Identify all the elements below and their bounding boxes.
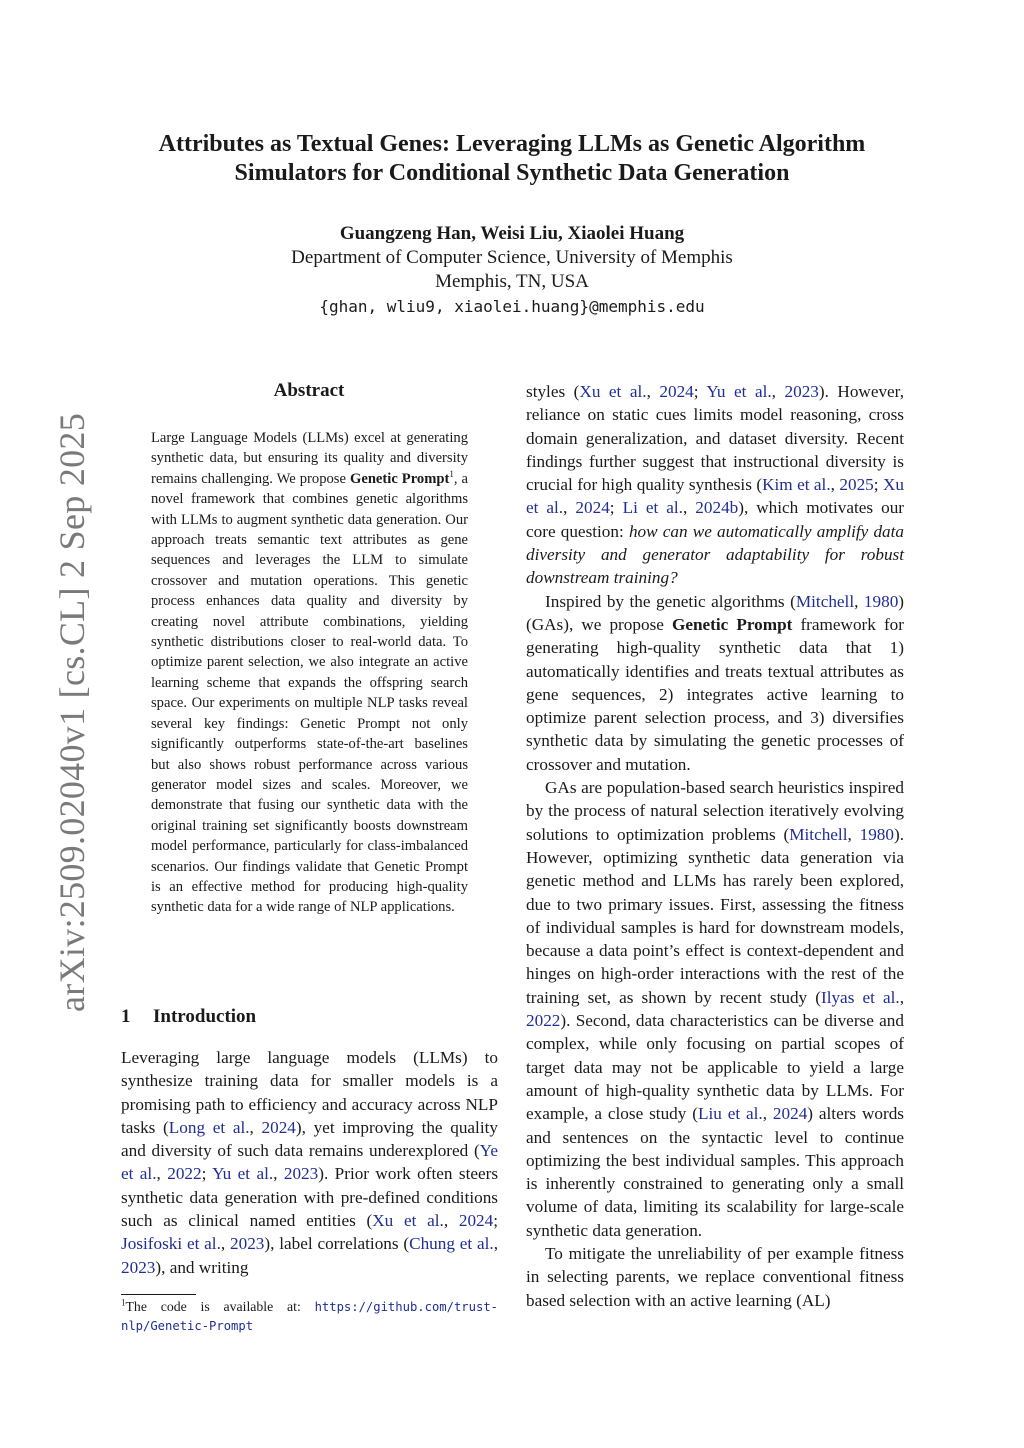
body-text: framework for generating high-quality synthetic data that 1) automatically identifies and treats textual attributes as gene sequences, 2) integrates active learning to optimize parent selection process, and 3) diversifies synthetic data by simulating the genetic processes of crossover and mutation.	[526, 614, 904, 774]
body-text: ,	[762, 1104, 773, 1124]
intro-text: ,	[156, 1164, 168, 1184]
body-text: ,	[847, 824, 860, 844]
body-text: Inspired by the genetic algorithms (	[545, 591, 796, 611]
intro-text: ,	[493, 1234, 499, 1254]
citation-link[interactable]: Yu et al.	[706, 382, 772, 401]
citation-link[interactable]: Liu et al.	[697, 1104, 763, 1124]
citation-link[interactable]: 1980	[863, 591, 899, 611]
footnote-rule	[121, 1294, 196, 1295]
citation-link[interactable]: Ye et al.	[121, 1141, 498, 1184]
body-text: ) (GAs), we propose	[526, 591, 905, 634]
body-text: ,	[771, 382, 785, 401]
intro-text: ;	[201, 1164, 213, 1184]
citation-link[interactable]: Josifoski et al.	[121, 1234, 221, 1254]
footnote	[121, 1298, 498, 1335]
section-number: 1	[121, 1006, 131, 1027]
body-text: ,	[830, 475, 840, 495]
body-text: ,	[646, 382, 660, 401]
body-text: ), which motivates our core question:	[526, 498, 905, 541]
citation-link[interactable]: 2024	[575, 498, 610, 518]
citation-link[interactable]: Yu et al.	[212, 1164, 274, 1184]
intro-text: ,	[249, 1117, 262, 1137]
citation-link[interactable]: Xu et al.	[579, 382, 647, 401]
right-paragraph-4	[526, 1242, 904, 1312]
author-emails: {ghan, wliu9, xiaolei.huang}@memphis.edu	[319, 297, 705, 316]
intro-text: ;	[493, 1211, 498, 1231]
body-text: ). Second, data characteristics can be diverse and complex, while only focusing on partial scopes of target data may not be applicable to yield a large amount of high-quality synthetic data by LLMs. For example, a close study (	[526, 1011, 904, 1124]
paper-title	[0, 130, 1024, 188]
citation-link[interactable]: Chung et al.	[409, 1234, 494, 1254]
citation-link[interactable]: Xu et al.	[526, 475, 905, 518]
arxiv-identifier-stamp: arXiv:2509.02040v1 [cs.CL] 2 Sep 2025	[52, 412, 92, 1012]
abstract-heading: Abstract	[273, 380, 345, 401]
citation-link[interactable]: 2023	[784, 382, 819, 401]
intro-text: ,	[443, 1211, 459, 1231]
body-text: ). However, reliance on static cues limits model reasoning, cross domain generalization, and dataset diversity. Recent findings further suggest that instructional diversity is crucial for high quality synthesis (	[526, 382, 905, 495]
intro-text: ,	[273, 1164, 284, 1184]
citation-link[interactable]: 2023	[121, 1257, 156, 1277]
citation-link[interactable]: Li et al.	[622, 498, 683, 518]
citation-link[interactable]: Kim et al.	[762, 475, 831, 495]
body-text: ,	[854, 591, 864, 611]
citation-link[interactable]: 2022	[526, 1011, 561, 1031]
body-text: ,	[899, 987, 905, 1007]
right-paragraph-2	[526, 590, 904, 776]
intro-paragraph-1	[121, 1046, 498, 1279]
footnote-number: 1	[121, 1297, 126, 1308]
intro-text: Leveraging large language models (LLMs) to synthesize training data for smaller models is a promising path to efficiency and accuracy across NLP tasks (	[121, 1048, 498, 1137]
citation-link[interactable]: Ilyas et al.	[820, 987, 900, 1007]
footnote-text: The code is available at:	[125, 1299, 315, 1314]
citation-link[interactable]: 2024b	[695, 498, 739, 518]
citation-link[interactable]: 2023	[230, 1234, 265, 1254]
abstract-text-a: Large Language Models (LLMs) excel at generating synthetic data, but ensuring its quality and diversity remains challenging. We propose	[151, 430, 468, 487]
intro-text: ,	[220, 1234, 230, 1254]
footnote-marker[interactable]: 1	[449, 468, 454, 479]
affiliation-location: Memphis, TN, USA	[435, 271, 589, 292]
body-text: ;	[873, 475, 883, 495]
body-text: ,	[682, 498, 696, 518]
author-list: Guangzeng Han, Weisi Liu, Xiaolei Huang	[339, 223, 685, 244]
section-title: Introduction	[153, 1006, 257, 1027]
body-text: ;	[693, 382, 707, 401]
intro-text: ). Prior work often steers synthetic data generation with pre-defined conditions such as clinical named entities (	[121, 1164, 499, 1231]
method-name-bold: Genetic Prompt	[349, 470, 450, 487]
body-text: ;	[609, 498, 623, 518]
intro-text: ), and writing	[155, 1257, 249, 1277]
citation-link[interactable]: Mitchell	[789, 824, 848, 844]
citation-link[interactable]: 2024	[458, 1211, 494, 1231]
citation-link[interactable]: Xu et al.	[372, 1211, 444, 1231]
abstract-body	[151, 428, 468, 918]
code-repository-link[interactable]: https://github.com/trust-nlp/Genetic-Prompt	[121, 1300, 498, 1333]
citation-link[interactable]: Mitchell	[795, 591, 855, 611]
paper-title-line-1: Attributes as Textual Genes: Leveraging LLMs as Genetic Algorithm	[158, 131, 866, 157]
research-question: how can we automatically amplify data diversity and generator adaptability for robust downstream training?	[526, 521, 905, 588]
body-text: styles (	[526, 382, 580, 401]
paper-title-line-2: Simulators for Conditional Synthetic Data Generation	[234, 160, 790, 186]
body-text: ,	[563, 498, 576, 518]
body-text: ) alters words and sentences on the syntactic level to continue optimizing the best individual samples. This approach is inherently constrained to generating only a small volume of data, limiting its scalability for large-scale synthetic data generation.	[526, 1104, 905, 1240]
intro-text: ), yet improving the quality and diversity of such data remains underexplored (	[121, 1117, 498, 1161]
section-heading-introduction	[121, 1005, 256, 1029]
body-text: ). However, optimizing synthetic data generation via genetic method and LLMs has rarely been explored, due to two primary issues. First, assessing the fitness of individual samples is hard for downstream models, because a data point’s effect is context-dependent and hinges on high-order interactions with the rest of the training set, as shown by recent study (	[526, 824, 905, 1007]
citation-link[interactable]: 2024	[772, 1104, 808, 1124]
citation-link[interactable]: 2025	[839, 475, 874, 495]
affiliation-department: Department of Computer Science, University of Memphis	[291, 247, 733, 268]
citation-link[interactable]: 2022	[167, 1164, 202, 1184]
citation-link[interactable]: 2024	[659, 382, 694, 401]
abstract-text-b: , a novel framework that combines genetic algorithms with LLMs to augment synthetic data generation. Our approach treats semantic text attributes as gene sequences and leverages the LLM to simulate crossover and mutation operations. This genetic process enhances data quality and diversity by creating novel attribute combinations, yielding synthetic distributions closer to real-world data. To optimize parent selection, we also integrate an active learning scheme that expands the offspring search space. Our experiments on multiple NLP tasks reveal several key findings: Genetic Prompt not only significantly outperforms state-of-the-art baselines but also shows robust performance across various generator model sizes and scales. Moreover, we demonstrate that fusing our synthetic data with the original training set significantly boosts downstream model performance, particularly for class-imbalanced scenarios. Our findings validate that Genetic Prompt is an effective method for producing high-quality synthetic data for a wide range of NLP applications.	[151, 470, 469, 916]
right-paragraph-3	[526, 776, 904, 1242]
right-paragraph-1	[526, 380, 904, 590]
body-text: GAs are population-based search heuristics inspired by the process of natural selection iteratively evolving solutions to optimization problems (	[526, 778, 904, 844]
right-column	[526, 380, 904, 1312]
citation-link[interactable]: 1980	[859, 824, 894, 844]
citation-link[interactable]: 2023	[283, 1164, 319, 1184]
body-text: To mitigate the unreliability of per example fitness in selecting parents, we replace conventional fitness based selection with an active learning (AL)	[526, 1243, 904, 1310]
method-name-bold: Genetic Prompt	[671, 614, 793, 634]
citation-link[interactable]: 2024	[261, 1117, 296, 1137]
intro-text: ), label correlations (	[264, 1234, 410, 1254]
citation-link[interactable]: Long et al.	[168, 1117, 250, 1137]
